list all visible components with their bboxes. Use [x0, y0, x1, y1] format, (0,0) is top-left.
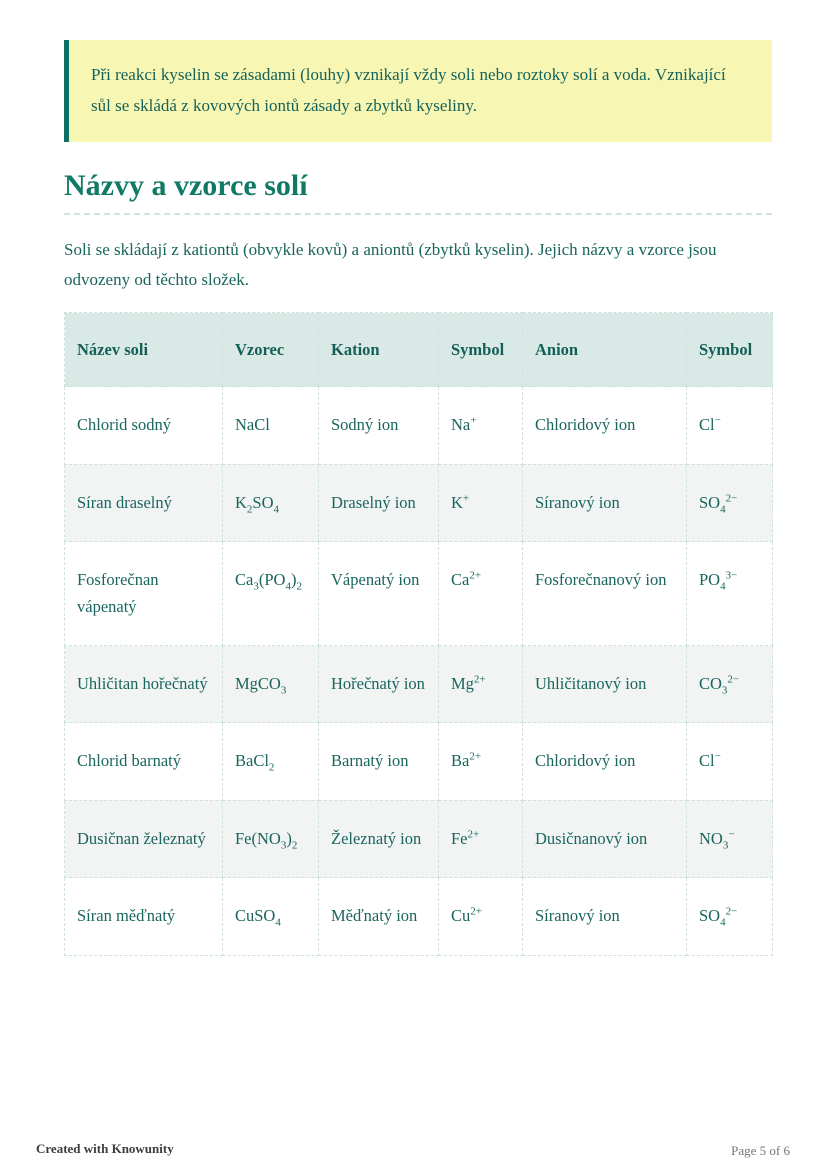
page-title: Názvy a vzorce solí	[64, 169, 772, 215]
column-header-anion: Anion	[523, 313, 687, 387]
table-cell-anion-symbol: Cl−	[687, 387, 773, 464]
table-cell-name: Síran měďnatý	[65, 878, 223, 955]
column-header-anion-symbol: Symbol	[687, 313, 773, 387]
table-cell-cation-symbol: $Ba^{2+}$	[439, 723, 523, 800]
table-cell-formula: NaCl	[223, 387, 319, 464]
table-cell-anion-symbol: $SO_4^{2-}$	[687, 464, 773, 541]
intro-paragraph: Soli se skládají z kationtů (obvykle kovů) a aniontů (zbytků kyselin). Jejich názvy a vzorce jsou odvozeny od těchto složek.	[64, 239, 717, 289]
table-row	[65, 542, 773, 646]
footer-branding: Created with Knowunity	[36, 1141, 174, 1156]
table-cell-formula: $K_2SO_4$	[223, 464, 319, 541]
table-cell-anion: Fosforečnanový ion	[523, 542, 687, 646]
table-cell-cation-symbol: Na+	[439, 387, 523, 464]
column-header-salt-name: Název soli	[65, 313, 223, 387]
table-cell-anion: Uhličitanový ion	[523, 646, 687, 723]
table-cell-formula: $Ca_3(PO_4)_2$	[223, 542, 319, 646]
table-row	[65, 464, 773, 541]
column-header-cation: Kation	[319, 313, 439, 387]
table-cell-cation: Měďnatý ion	[319, 878, 439, 955]
table-cell-cation-symbol: $Cu^{2+}$	[439, 878, 523, 955]
table-cell-anion: Dusičnanový ion	[523, 800, 687, 877]
table-cell-formula: CuSO$_4$	[223, 878, 319, 955]
table-cell-anion: Síranový ion	[523, 464, 687, 541]
table-cell-cation-symbol: $Ca^{2+}$	[439, 542, 523, 646]
table-cell-cation: Draselný ion	[319, 464, 439, 541]
table-row	[65, 800, 773, 877]
table-header-row	[65, 313, 773, 387]
table-cell-cation-symbol: K+	[439, 464, 523, 541]
table-cell-anion-symbol: Cl−	[687, 723, 773, 800]
footer-page-number: Page 5 of 6	[731, 1143, 790, 1158]
table-cell-name: Dusičnan železnatý	[65, 800, 223, 877]
column-header-cation-symbol: Symbol	[439, 313, 523, 387]
salt-table-body	[65, 387, 773, 955]
table-cell-cation: Železnatý ion	[319, 800, 439, 877]
table-cell-name: Chlorid sodný	[65, 387, 223, 464]
table-cell-cation: Sodný ion	[319, 387, 439, 464]
table-cell-name: Síran draselný	[65, 464, 223, 541]
table-cell-name: Fosforečnan vápenatý	[65, 542, 223, 646]
table-cell-cation-symbol: $Fe^{2+}$	[439, 800, 523, 877]
info-callout	[64, 40, 772, 142]
table-row	[65, 387, 773, 464]
table-cell-anion-symbol: $SO_4^{2-}$	[687, 878, 773, 955]
table-cell-name: Chlorid barnatý	[65, 723, 223, 800]
table-row	[65, 646, 773, 723]
table-cell-anion: Chloridový ion	[523, 387, 687, 464]
table-row	[65, 878, 773, 955]
info-callout-text: Při reakci kyselin se zásadami (louhy) vznikají vždy soli nebo roztoky solí a voda. Vznikající sůl se skládá z kovových iontů zásady a zbytků kyseliny.	[91, 65, 726, 115]
salts-table-head	[65, 313, 773, 387]
table-cell-name: Uhličitan hořečnatý	[65, 646, 223, 723]
column-header-formula: Vzorec	[223, 313, 319, 387]
table-cell-cation: Vápenatý ion	[319, 542, 439, 646]
table-cell-anion-symbol: $PO_4^{3-}$	[687, 542, 773, 646]
table-cell-anion: Chloridový ion	[523, 723, 687, 800]
table-cell-cation-symbol: $Mg^{2+}$	[439, 646, 523, 723]
table-cell-anion-symbol: $NO_3^-$	[687, 800, 773, 877]
table-cell-cation: Hořečnatý ion	[319, 646, 439, 723]
table-cell-formula: $Fe(NO_3)_2$	[223, 800, 319, 877]
table-row	[65, 723, 773, 800]
table-cell-anion-symbol: $CO_3^{2-}$	[687, 646, 773, 723]
table-cell-formula: BaCl$_2$	[223, 723, 319, 800]
table-cell-cation: Barnatý ion	[319, 723, 439, 800]
table-cell-formula: MgCO$_3$	[223, 646, 319, 723]
table-cell-anion: Síranový ion	[523, 878, 687, 955]
salts-table	[64, 312, 773, 955]
